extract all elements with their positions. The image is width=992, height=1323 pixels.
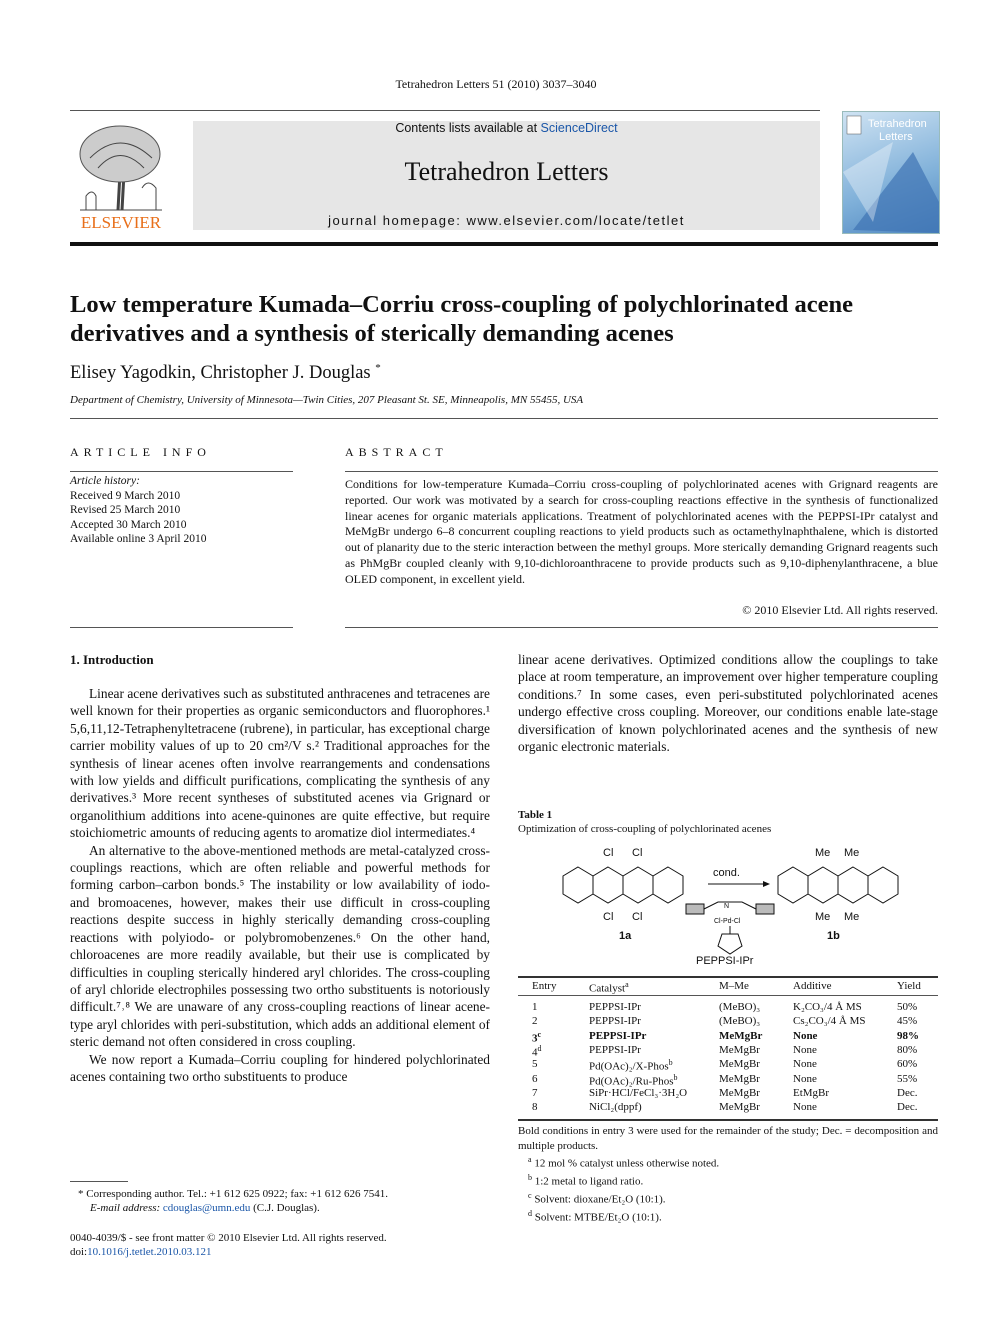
- abstract-text: Conditions for low-temperature Kumada–Corriu cross-coupling of polychlorinated acenes with Grignard reagents are reported. Our work was motivated by a search for cross-coupling reactions effective in the synthesis of functionalized linear acenes for organic materials applications. Treatment of polychlorinated acenes with the PEPPSI-IPr catalyst and MeMgBr undergo 6–8 concurrent coupling reactions to yield products such as octamethylnaphthalene, which is distorted out of planarity due to the steric interaction between the methyl groups. More sterically demanding Grignard reagents such as PhMgBr coupled cleanly with 9,10-dichloroanthracene to provide products such as 9,10-diphenylanthracene, a blue OLED component, in excellent yield.: [345, 477, 938, 586]
- cell-text: None: [793, 1072, 817, 1085]
- homepage-prefix: journal homepage:: [328, 213, 467, 228]
- cell-text: MeMgBr: [719, 1029, 763, 1042]
- column-header-additive: Additive: [793, 980, 832, 992]
- homepage-line: [193, 213, 820, 228]
- intro-paragraph: Linear acene derivatives such as substituted anthracenes and tetracenes are well known for their properties as organic semiconductors and fluorophores.¹ 5,6,11,12-Tetraphenyltetracene (rubrene), in particular, has exceptional charge carrier mobility values of up to 20 cm²/V s.² Traditional approaches for the synthesis of linear acenes often involve rearrangements and condensations with low yields and difficult purifications, complicating the synthesis of any derivatives.³ More recent syntheses of substituted acenes via Grignard or organolithium additions into acene-quinones are quite effective, but require stoichiometric amounts of reducing agents to aromatize diol intermediates.⁴: [70, 686, 490, 841]
- nitrogen-label: N: [724, 903, 730, 910]
- footnote-marker: b: [668, 1058, 673, 1068]
- reaction-arrowhead: [763, 881, 770, 887]
- cell-text: 50%: [897, 1001, 918, 1013]
- cell-text: PEPPSI-IPr: [589, 1015, 641, 1028]
- cover-title-line2: Letters: [879, 131, 913, 143]
- table-cell-catalyst: [589, 1044, 641, 1056]
- cell-text: None: [793, 1043, 817, 1056]
- header-top-rule: [70, 110, 820, 111]
- cell-text: PEPPSI-IPr: [589, 1029, 647, 1042]
- corresponding-author-mark[interactable]: *: [375, 362, 381, 374]
- article-title: Low temperature Kumada–Corriu cross-coupling of polychlorinated acene derivatives and a synthesis of sterically demanding acenes: [70, 291, 854, 347]
- cover-art: [843, 112, 939, 233]
- cell-text: MeMgBr: [719, 1072, 760, 1085]
- footnote-rule: [70, 1181, 128, 1182]
- footnote-marker: c: [537, 1029, 542, 1039]
- sciencedirect-link[interactable]: ScienceDirect: [540, 121, 618, 135]
- table-footnote: 1:2 metal to ligand ratio.: [534, 1175, 644, 1188]
- table-cell-catalyst: [589, 1101, 642, 1113]
- table-cell-catalyst: [589, 1001, 641, 1013]
- table-cell-yield: [897, 1001, 917, 1013]
- cell-text: 5: [532, 1058, 538, 1071]
- journal-reference: Tetrahedron Letters 51 (2010) 3037–3040: [395, 77, 597, 91]
- table-cell-additive: [793, 1087, 829, 1099]
- publisher-wordmark: ELSEVIER: [80, 213, 162, 232]
- header-thick-rule: [70, 242, 938, 246]
- footnote-marker: b: [528, 1172, 532, 1182]
- table-cell-yield: [897, 1087, 917, 1099]
- table-cell-mme: [719, 1030, 762, 1042]
- column-header-mme: M–Me: [719, 980, 749, 992]
- cell-text: Pd(OAc)₂/X-Phos: [589, 1060, 669, 1073]
- cell-text: K₂CO₃/4 Å MS: [793, 1001, 862, 1013]
- cell-text: Pd(OAc)₂/Ru-Phos: [589, 1075, 674, 1088]
- table-footnotes: [528, 1153, 719, 1225]
- cell-text: MeMgBr: [719, 1058, 760, 1071]
- peppsi-ipr-structure: [686, 902, 774, 954]
- cell-text: 8: [532, 1101, 538, 1114]
- front-matter: [70, 1231, 387, 1259]
- table-cell-yield: [897, 1015, 917, 1027]
- doi-prefix: doi:: [70, 1246, 88, 1258]
- homepage-url[interactable]: www.elsevier.com/locate/tetlet: [466, 213, 685, 228]
- table-cell-additive: [793, 1030, 817, 1042]
- cell-text: 55%: [897, 1072, 918, 1085]
- table-cell-additive: [793, 1044, 817, 1056]
- email-label: E-mail address:: [90, 1202, 163, 1214]
- cell-text: MeMgBr: [719, 1043, 760, 1056]
- abstract-heading: ABSTRACT: [345, 445, 448, 459]
- table-cell-yield: [897, 1030, 919, 1042]
- table-cell-catalyst: [589, 1058, 673, 1073]
- cell-text: (MeBO)₃: [719, 1015, 761, 1028]
- table-cell-yield: [897, 1044, 917, 1056]
- reaction-scheme: [518, 842, 938, 972]
- table-cell-catalyst: [589, 1087, 687, 1099]
- column-header-catalyst: [589, 980, 629, 995]
- cell-text: Dec.: [897, 1086, 918, 1099]
- front-matter-line: 0040-4039/$ - see front matter © 2010 Elsevier Ltd. All rights reserved.: [70, 1232, 387, 1244]
- table-cell-entry: [532, 1001, 538, 1013]
- table-cell-mme: [719, 1087, 760, 1099]
- table-cell-entry: [532, 1058, 538, 1070]
- catalyst-header-text: Catalyst: [589, 982, 626, 995]
- section-heading-introduction: 1. Introduction: [70, 652, 154, 667]
- table-cell-additive: [793, 1073, 817, 1085]
- table-footnote: Solvent: MTBE/Et₂O (10:1).: [534, 1211, 662, 1224]
- cell-text: 45%: [897, 1015, 918, 1028]
- footnote-marker: d: [528, 1208, 532, 1218]
- footnote-marker: a: [625, 980, 629, 989]
- history-received: Received 9 March 2010: [70, 489, 181, 502]
- me-label: Me: [844, 847, 860, 859]
- affiliation: Department of Chemistry, University of Minnesota—Twin Cities, 207 Pleasant St. SE, Minneapolis, MN 55455, USA: [70, 394, 584, 406]
- reactant-label: 1a: [619, 930, 632, 942]
- table-cell-additive: [793, 1101, 817, 1113]
- elsevier-tree-logo: [70, 118, 172, 233]
- email-suffix: (C.J. Douglas).: [250, 1202, 320, 1214]
- affiliation-rule: [70, 418, 938, 419]
- cell-text: 4: [532, 1046, 538, 1059]
- footnote-marker: b: [673, 1072, 678, 1082]
- cover-title-line1: Tetrahedron: [868, 118, 927, 130]
- history-online: Available online 3 April 2010: [70, 533, 207, 545]
- cell-text: (MeBO)₃: [719, 1001, 761, 1013]
- table-cell-mme: [719, 1044, 760, 1056]
- article-info-bottom-rule: [70, 627, 293, 628]
- footnote-marker: a: [528, 1155, 532, 1164]
- history-label: Article history:: [70, 475, 140, 487]
- table-cell-entry: [532, 1101, 538, 1113]
- cell-text: None: [793, 1058, 817, 1071]
- cell-text: EtMgBr: [793, 1086, 830, 1099]
- table-cell-additive: [793, 1058, 817, 1070]
- abstract-bottom-rule: [345, 627, 938, 628]
- cl-label: Cl: [632, 911, 643, 923]
- table-top-rule: [518, 976, 938, 978]
- cell-text: 7: [532, 1086, 538, 1099]
- cell-text: MeMgBr: [719, 1101, 760, 1114]
- history-revised: Revised 25 March 2010: [70, 504, 181, 516]
- cell-text: MeMgBr: [719, 1086, 760, 1099]
- corresponding-author-footnote: [70, 1187, 388, 1215]
- abstract-rule: [345, 471, 938, 472]
- cell-text: 6: [532, 1072, 538, 1085]
- intro-paragraph: We now report a Kumada–Corriu coupling for hindered polychlorinated acenes containing two ortho substituents to produce: [70, 1051, 490, 1084]
- cell-text: 60%: [897, 1058, 918, 1071]
- footnote-marker: c: [528, 1190, 532, 1200]
- table-cell-mme: [719, 1101, 760, 1113]
- column-header-yield: Yield: [897, 980, 921, 992]
- catalyst-name-label: PEPPSI-IPr: [696, 955, 754, 967]
- author-email-link[interactable]: cdouglas@umn.edu: [162, 1202, 251, 1214]
- table-cell-entry: [532, 1030, 541, 1045]
- table-label: Table 1: [518, 809, 553, 821]
- table-cell-yield: [897, 1058, 917, 1070]
- table-footnote: Solvent: dioxane/Et₂O (10:1).: [534, 1193, 666, 1206]
- cell-text: NiCl₂(dppf): [589, 1101, 642, 1114]
- me-label: Me: [815, 847, 831, 859]
- column-header-entry: Entry: [532, 980, 557, 992]
- intro-paragraph-continued: linear acene derivatives. Optimized conditions allow the couplings to take place at room temperature, an improvement over higher temperature coupling conditions.⁷ In some cases, even peri-substituted polychlorinated acenes undergo effective cross coupling. Moreover, our conditions enable late-stage diversification of known polychlorinated acenes and the synthesis of new organic electronic materials.: [518, 652, 938, 755]
- article-info-rule: [70, 471, 293, 472]
- cell-text: None: [793, 1029, 818, 1042]
- table-cell-mme: [719, 1058, 760, 1070]
- doi-link[interactable]: 10.1016/j.tetlet.2010.03.121: [87, 1246, 212, 1258]
- cl-label: Cl: [603, 847, 614, 859]
- reactant-anthracene: [563, 867, 683, 903]
- table-note: Bold conditions in entry 3 were used for the remainder of the study; Dec. = decomposition and multiple products.: [518, 1125, 938, 1152]
- cell-text: SiPr·HCl/FeCl₃·3H₂O: [589, 1086, 688, 1099]
- table-cell-yield: [897, 1073, 917, 1085]
- cell-text: None: [793, 1101, 817, 1114]
- cell-text: 1: [532, 1001, 538, 1013]
- author-list: [70, 362, 381, 384]
- history-accepted: Accepted 30 March 2010: [70, 518, 187, 531]
- table-cell-mme: [719, 1073, 760, 1085]
- cl-label: Cl: [603, 911, 614, 923]
- journal-title: Tetrahedron Letters: [404, 157, 609, 186]
- table-footnote: 12 mol % catalyst unless otherwise noted.: [534, 1157, 720, 1170]
- product-anthracene: [778, 867, 898, 903]
- abstract-copyright: © 2010 Elsevier Ltd. All rights reserved.: [742, 603, 938, 617]
- article-history: [70, 474, 206, 547]
- table-cell-catalyst: [589, 1015, 641, 1027]
- article-info-heading: ARTICLE INFO: [70, 445, 211, 459]
- cell-text: 80%: [897, 1043, 918, 1056]
- body-column-left: [70, 685, 490, 1085]
- contents-line: [193, 121, 820, 135]
- authors-text: Elisey Yagodkin, Christopher J. Douglas: [70, 363, 371, 384]
- table-cell-mme: [719, 1015, 760, 1027]
- table-caption: Optimization of cross-coupling of polychlorinated acenes: [518, 823, 772, 835]
- table-cell-catalyst: [589, 1073, 678, 1088]
- cell-text: 2: [532, 1015, 538, 1028]
- table-cell-entry: [532, 1044, 542, 1059]
- table-cell-entry: [532, 1087, 538, 1099]
- contents-prefix: Contents lists available at: [395, 121, 541, 135]
- cell-text: 98%: [897, 1029, 919, 1042]
- cell-text: Cs₂CO₃/4 Å MS: [793, 1015, 866, 1028]
- cell-text: 3: [532, 1032, 538, 1045]
- cell-text: PEPPSI-IPr: [589, 1043, 641, 1056]
- table-header-rule: [518, 995, 938, 996]
- arrow-condition-label: cond.: [713, 867, 740, 879]
- pd-center-label: Cl-Pd-Cl: [714, 918, 741, 925]
- footnote-contact: * Corresponding author. Tel.: +1 612 625 0922; fax: +1 612 626 7541.: [78, 1188, 388, 1200]
- table-cell-catalyst: [589, 1030, 646, 1042]
- table-cell-entry: [532, 1073, 538, 1085]
- table-cell-entry: [532, 1015, 538, 1027]
- me-label: Me: [844, 911, 860, 923]
- product-label: 1b: [827, 930, 840, 942]
- journal-cover-thumbnail: [842, 111, 940, 234]
- table-cell-mme: [719, 1001, 760, 1013]
- table-cell-additive: [793, 1001, 862, 1013]
- table-cell-yield: [897, 1101, 917, 1113]
- body-column-right: [518, 651, 938, 755]
- me-label: Me: [815, 911, 831, 923]
- intro-paragraph: An alternative to the above-mentioned methods are metal-catalyzed cross-couplings reactions, which are often reliable and powerful methods for forming carbon–carbon bonds.⁵ The instability or low availability of iodo- and bromoacenes, however, makes their use difficult in cross-coupling reactions despite success in highly sterically demanding cross-coupling reactions with polyiodo- or polybromobenzenes.⁶ On the other hand, chloroacenes are more readily available, but their use is complicated by difficulties in coupling sterically hindered aryl chlorides. The cross-coupling of aryl chloride electrophiles possessing two ortho substituents is notoriously difficult.⁷˒⁸ We are unaware of any cross-coupling reactions of linear acene-type aryl chlorides with peri-substitution, which adds an additional element of steric demand not often considered in cross coupling.: [70, 842, 490, 1050]
- cl-label: Cl: [632, 847, 643, 859]
- table-bottom-rule: [518, 1119, 938, 1121]
- table-cell-additive: [793, 1015, 865, 1027]
- cell-text: Dec.: [897, 1101, 918, 1114]
- cell-text: PEPPSI-IPr: [589, 1001, 641, 1013]
- footnote-marker: d: [537, 1043, 542, 1053]
